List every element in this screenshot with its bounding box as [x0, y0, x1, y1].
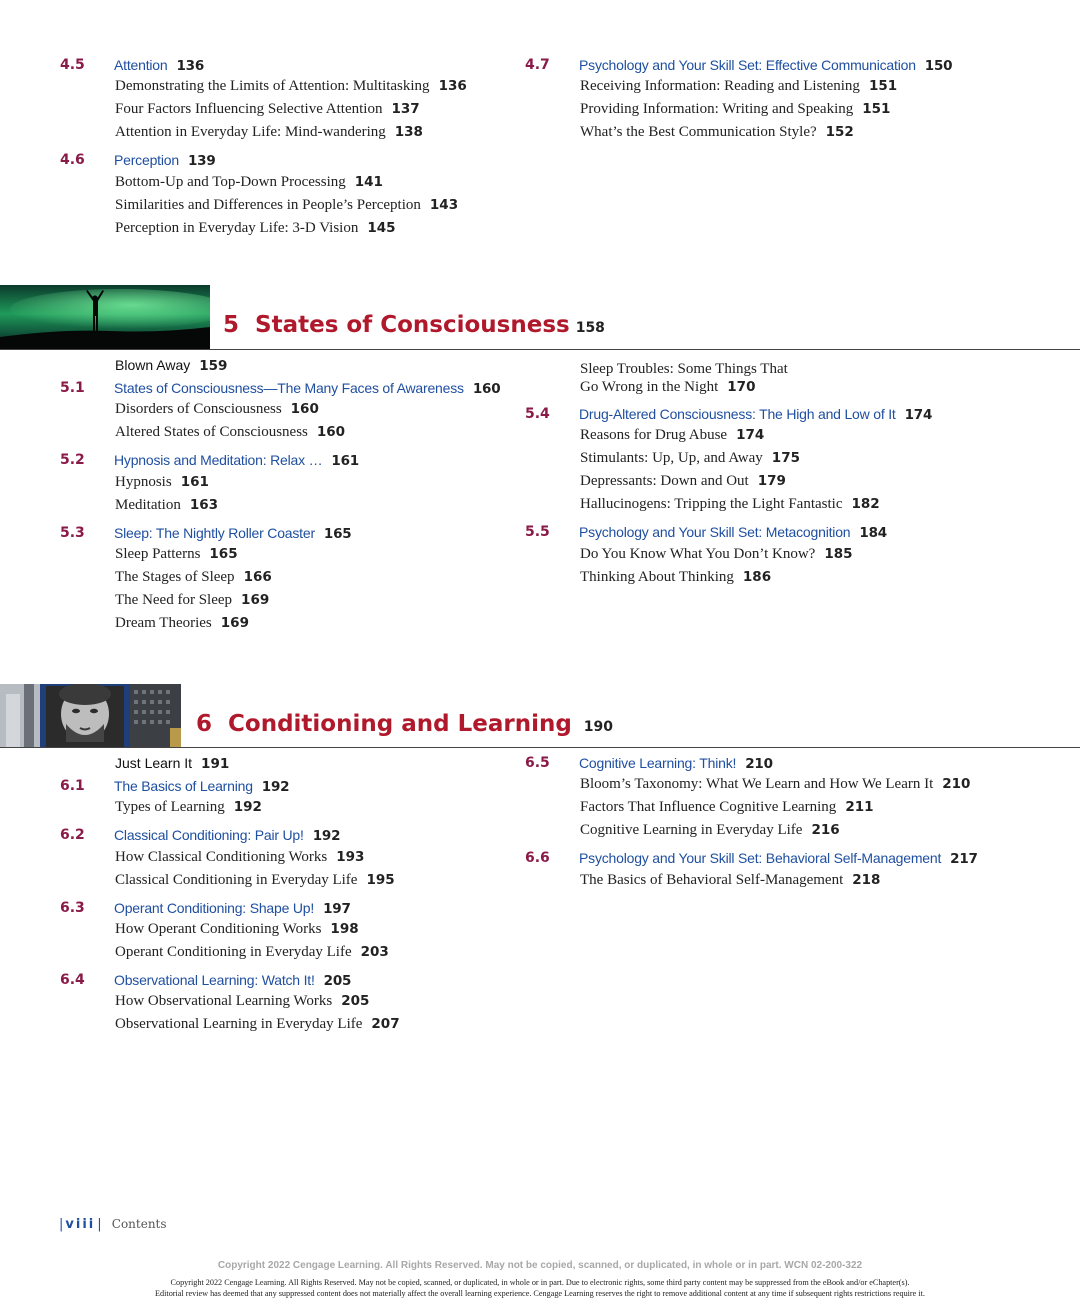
- subsection-title: How Operant Conditioning Works: [115, 921, 322, 937]
- toc-section-6-6[interactable]: [579, 850, 978, 867]
- toc-subsection[interactable]: [580, 124, 854, 141]
- subsection-title: Four Factors Influencing Selective Attention: [115, 101, 383, 117]
- copyright-watermark: Copyright 2022 Cengage Learning. All Rights Reserved. May not be copied, scanned, or duplicated, in whole or in part. WCN 02-200-322: [217, 1260, 863, 1271]
- subsection-title: Cognitive Learning in Everyday Life: [580, 822, 803, 838]
- page-number: 141: [354, 174, 383, 190]
- page-number: 198: [330, 921, 359, 937]
- toc-section-4-5[interactable]: [114, 57, 204, 74]
- chapter-6-intro[interactable]: [115, 755, 229, 772]
- page-number: 179: [757, 473, 786, 489]
- toc-subsection[interactable]: [580, 822, 840, 839]
- subsection-title: Bottom-Up and Top-Down Processing: [115, 174, 346, 190]
- toc-section-6-1[interactable]: [114, 778, 289, 795]
- section-number: 6.1: [60, 778, 85, 794]
- section-number: 6.5: [525, 755, 550, 771]
- page-number: 145: [367, 220, 396, 236]
- page-number: 185: [824, 546, 853, 562]
- page-number: 174: [736, 427, 765, 443]
- toc-subsection[interactable]: [115, 424, 345, 441]
- page-number: 151: [868, 78, 898, 94]
- chapter-6-photo: [0, 684, 181, 747]
- toc-subsection[interactable]: [115, 872, 395, 889]
- toc-subsection[interactable]: [115, 474, 209, 491]
- toc-subsection[interactable]: [580, 496, 880, 513]
- page-number: 161: [331, 453, 359, 469]
- subsection-title: Meditation: [115, 497, 181, 513]
- page-footer: | viii | Contents: [59, 1217, 167, 1232]
- chapter-page-number: 190: [583, 719, 614, 735]
- section-title: Drug-Altered Consciousness: The High and Low of It: [579, 406, 896, 422]
- page-number: 182: [851, 496, 880, 512]
- toc-section-5-2[interactable]: [114, 452, 359, 469]
- page-number: 218: [852, 872, 881, 888]
- billboard-face-image: [0, 684, 181, 747]
- toc-subsection[interactable]: [115, 220, 396, 237]
- toc-subsection[interactable]: [115, 101, 420, 118]
- page-numeral: viii: [65, 1217, 96, 1232]
- aurora-silhouette-image: [0, 285, 210, 349]
- toc-subsection[interactable]: [115, 197, 458, 214]
- subsection-title: Bloom’s Taxonomy: What We Learn and How We Learn It: [580, 776, 934, 792]
- toc-subsection[interactable]: [115, 174, 383, 191]
- page-number: 161: [180, 474, 209, 490]
- toc-section-5-4[interactable]: [579, 406, 932, 423]
- chapter-6-heading[interactable]: [196, 711, 613, 737]
- chapter-title: States of Consciousness: [255, 312, 570, 338]
- page-number: 192: [233, 799, 262, 815]
- toc-section-4-7[interactable]: [579, 57, 952, 74]
- page-number: 160: [472, 381, 501, 397]
- page-number: 165: [209, 546, 238, 562]
- page-number: 211: [845, 799, 874, 815]
- subsection-title: Thinking About Thinking: [580, 569, 734, 585]
- subsection-title: Hypnosis: [115, 474, 172, 490]
- toc-subsection[interactable]: [115, 921, 359, 938]
- toc-subsection[interactable]: [115, 78, 467, 95]
- subsection-title: Perception in Everyday Life: 3-D Vision: [115, 220, 359, 236]
- section-number: 5.1: [60, 380, 85, 396]
- page-number: 207: [371, 1016, 400, 1032]
- toc-subsection[interactable]: [115, 944, 389, 961]
- section-number: 4.5: [60, 57, 85, 73]
- toc-section-5-3[interactable]: [114, 525, 352, 542]
- section-title: Attention: [114, 57, 168, 73]
- page-number: 139: [187, 153, 216, 169]
- subsection-title: Factors That Influence Cognitive Learning: [580, 799, 837, 815]
- toc-subsection[interactable]: [115, 849, 364, 866]
- page-number: 216: [811, 822, 840, 838]
- subsection-title-line2: Go Wrong in the Night: [580, 379, 719, 395]
- page-number: 136: [438, 78, 467, 94]
- section-number: 5.5: [525, 524, 550, 540]
- subsection-title: Disorders of Consciousness: [115, 401, 282, 417]
- page-number: 143: [429, 197, 459, 213]
- toc-subsection[interactable]: [115, 799, 262, 816]
- section-number: 5.2: [60, 452, 85, 468]
- section-title: Perception: [114, 152, 179, 168]
- subsection-title: Reasons for Drug Abuse: [580, 427, 728, 443]
- toc-section-6-4[interactable]: [114, 972, 351, 989]
- subsection-title: Demonstrating the Limits of Attention: Multitasking: [115, 78, 430, 94]
- page-number: 174: [904, 407, 933, 423]
- toc-section-4-6[interactable]: [114, 152, 216, 169]
- intro-title: Blown Away: [115, 357, 191, 373]
- section-number: 6.3: [60, 900, 85, 916]
- toc-subsection[interactable]: [580, 450, 800, 467]
- page-number: 137: [391, 101, 420, 117]
- toc-subsection[interactable]: [115, 546, 238, 563]
- page-number: 205: [341, 993, 370, 1009]
- page-number: 186: [742, 569, 772, 585]
- section-number: 5.4: [525, 406, 550, 422]
- subsection-title: Operant Conditioning in Everyday Life: [115, 944, 352, 960]
- section-number: 6.4: [60, 972, 85, 988]
- page-number: 197: [323, 901, 351, 917]
- subsection-title: What’s the Best Communication Style?: [580, 124, 817, 140]
- toc-subsection[interactable]: [580, 569, 771, 586]
- subsection-title: Altered States of Consciousness: [115, 424, 308, 440]
- toc-subsection[interactable]: [115, 569, 272, 586]
- subsection-title: Types of Learning: [115, 799, 225, 815]
- toc-subsection[interactable]: [580, 473, 786, 490]
- subsection-title: The Stages of Sleep: [115, 569, 235, 585]
- page-number: 203: [360, 944, 389, 960]
- subsection-title: Stimulants: Up, Up, and Away: [580, 450, 763, 466]
- toc-subsection[interactable]: [580, 546, 853, 563]
- page-number: 160: [316, 424, 346, 440]
- page-number: 169: [220, 615, 249, 631]
- chapter-number: 6: [196, 711, 213, 737]
- toc-subsection[interactable]: [580, 799, 874, 816]
- section-number: 5.3: [60, 525, 85, 541]
- toc-subsection[interactable]: [580, 776, 970, 793]
- toc-subsection[interactable]: [115, 1016, 400, 1033]
- section-number: 6.6: [525, 850, 550, 866]
- toc-subsection[interactable]: [115, 592, 269, 609]
- toc-section-5-5[interactable]: [579, 524, 887, 541]
- toc-subsection[interactable]: [115, 124, 423, 141]
- section-number: 6.2: [60, 827, 85, 843]
- page-number: 195: [366, 872, 395, 888]
- page-number: 191: [201, 756, 230, 772]
- page-number: 159: [199, 358, 228, 374]
- page-number: 210: [942, 776, 971, 792]
- toc-subsection[interactable]: [580, 427, 764, 444]
- chapter-5-intro[interactable]: [115, 357, 227, 374]
- section-title: Psychology and Your Skill Set: Effective Communication: [579, 57, 916, 73]
- page-number: 193: [336, 849, 365, 865]
- subsection-title: Do You Know What You Don’t Know?: [580, 546, 816, 562]
- page-number: 192: [261, 779, 290, 795]
- subsection-title: Dream Theories: [115, 615, 212, 631]
- page-number: 170: [727, 379, 756, 395]
- chapter-6-rule: [0, 747, 1080, 748]
- subsection-title: Hallucinogens: Tripping the Light Fantastic: [580, 496, 843, 512]
- page-number: 166: [243, 569, 272, 585]
- page-number: 217: [950, 851, 978, 867]
- page-number: 192: [312, 828, 341, 844]
- page-number: 160: [290, 401, 319, 417]
- toc-subsection[interactable]: [115, 401, 319, 418]
- subsection-title: The Need for Sleep: [115, 592, 233, 608]
- toc-section-5-1[interactable]: [114, 380, 500, 397]
- toc-section-6-2[interactable]: [114, 827, 340, 844]
- page-number: 169: [241, 592, 270, 608]
- section-title: Observational Learning: Watch It!: [114, 972, 315, 988]
- subsection-title-line1: Sleep Troubles: Some Things That: [580, 361, 788, 377]
- page-number: 175: [771, 450, 800, 466]
- chapter-5-heading[interactable]: [223, 312, 605, 338]
- toc-section-6-3[interactable]: [114, 900, 351, 917]
- section-title: Operant Conditioning: Shape Up!: [114, 900, 315, 916]
- section-number: 4.7: [525, 57, 550, 73]
- footer-label: Contents: [111, 1217, 167, 1231]
- section-title: Psychology and Your Skill Set: Metacognition: [579, 524, 851, 540]
- copyright-notice-line1: Copyright 2022 Cengage Learning. All Rights Reserved. May not be copied, scanned, or duplicated, in whole or in part. Due to electronic rights, some third party content may be suppressed from the eBook and/or eChapter(s).: [170, 1278, 910, 1287]
- section-title: Hypnosis and Meditation: Relax …: [114, 452, 323, 468]
- page-number: 151: [862, 101, 891, 117]
- toc-subsection[interactable]: [580, 78, 897, 95]
- page-number: 152: [825, 124, 854, 140]
- toc-subsection[interactable]: [580, 872, 880, 889]
- chapter-title: Conditioning and Learning: [228, 711, 572, 737]
- page-number: 165: [323, 526, 352, 542]
- subsection-title: The Basics of Behavioral Self-Management: [580, 872, 844, 888]
- toc-subsection[interactable]: [580, 101, 890, 118]
- subsection-title: Receiving Information: Reading and Listening: [580, 78, 860, 94]
- page-number: 210: [745, 756, 773, 772]
- subsection-title: Attention in Everyday Life: Mind-wandering: [115, 124, 386, 140]
- page-number: 138: [394, 124, 423, 140]
- section-title: Psychology and Your Skill Set: Behavioral Self-Management: [579, 850, 942, 866]
- subsection-title: Observational Learning in Everyday Life: [115, 1016, 363, 1032]
- subsection-title: How Observational Learning Works: [115, 993, 333, 1009]
- chapter-page-number: 158: [575, 320, 605, 336]
- section-title: Sleep: The Nightly Roller Coaster: [114, 525, 315, 541]
- toc-subsection[interactable]: [115, 615, 249, 632]
- chapter-5-photo: [0, 285, 210, 349]
- section-title: Classical Conditioning: Pair Up!: [114, 827, 304, 843]
- section-title: Cognitive Learning: Think!: [579, 755, 737, 771]
- chapter-5-rule: [0, 349, 1080, 350]
- toc-subsection[interactable]: [115, 993, 369, 1010]
- page-number: 150: [924, 58, 953, 74]
- toc-section-6-5[interactable]: [579, 755, 773, 772]
- subsection-title: Similarities and Differences in People’s Perception: [115, 197, 421, 213]
- section-title: The Basics of Learning: [114, 778, 253, 794]
- copyright-notice-line2: Editorial review has deemed that any suppressed content does not materially affect the overall learning experience. Cengage Learning reserves the right to remove additional content at any time if subsequent rights restrictions require it.: [155, 1289, 925, 1298]
- page-number: 163: [189, 497, 219, 513]
- page-number: 136: [176, 58, 205, 74]
- subsection-title: Classical Conditioning in Everyday Life: [115, 872, 358, 888]
- subsection-title: How Classical Conditioning Works: [115, 849, 328, 865]
- intro-title: Just Learn It: [115, 755, 193, 771]
- section-title: States of Consciousness—The Many Faces of Awareness: [114, 380, 464, 396]
- chapter-number: 5: [223, 312, 240, 338]
- toc-subsection-sleep-troubles[interactable]: [580, 360, 788, 396]
- subsection-title: Providing Information: Writing and Speaking: [580, 101, 854, 117]
- subsection-title: Depressants: Down and Out: [580, 473, 749, 489]
- section-number: 4.6: [60, 152, 85, 168]
- page-number: 184: [859, 525, 887, 541]
- toc-subsection[interactable]: [115, 497, 218, 514]
- subsection-title: Sleep Patterns: [115, 546, 201, 562]
- page-number: 205: [323, 973, 352, 989]
